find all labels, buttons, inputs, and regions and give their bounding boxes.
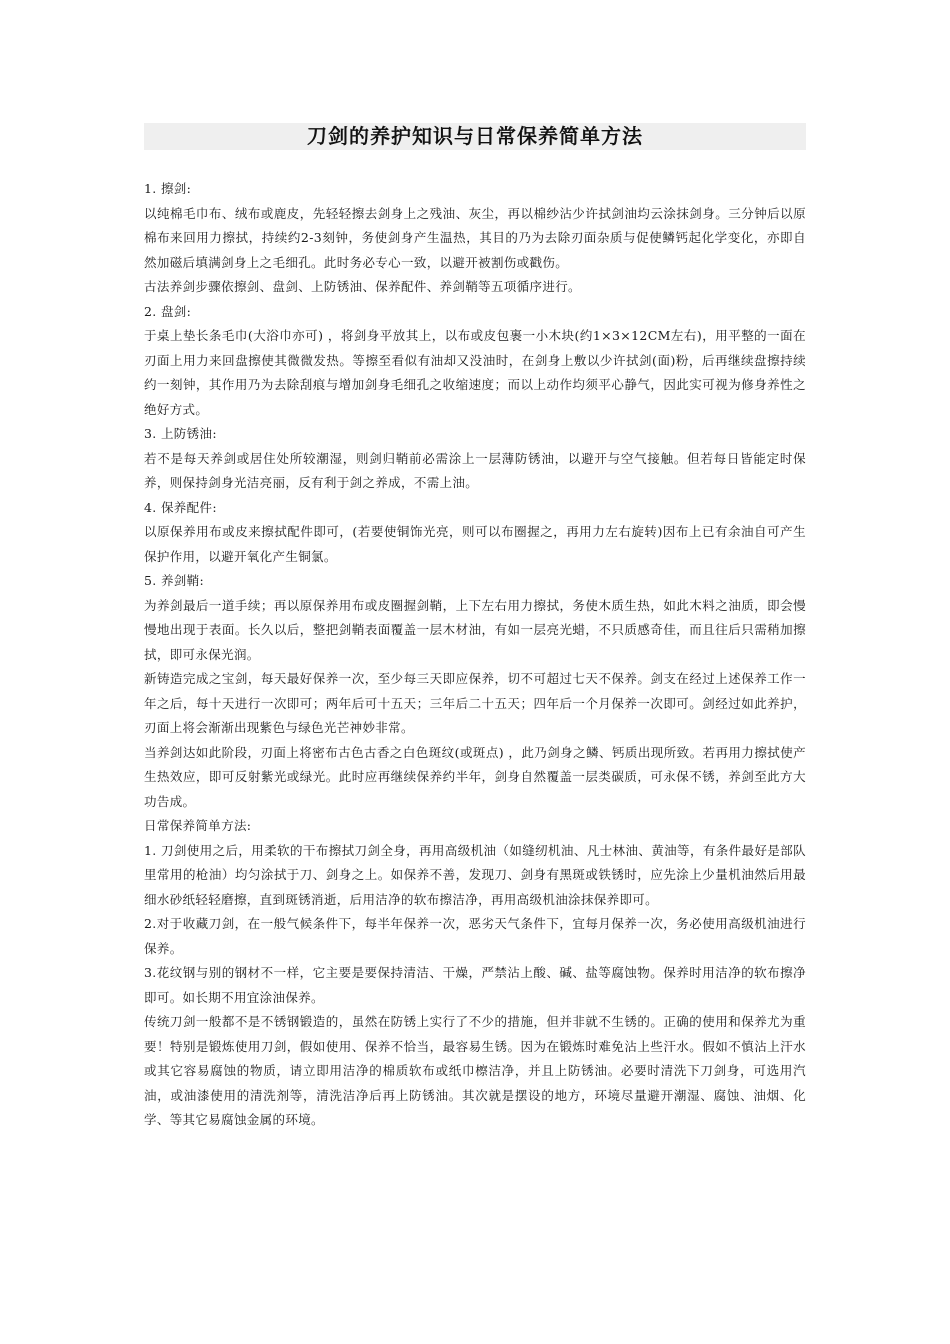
paragraph-ancient-method: 古法养剑步骤依擦剑、盘剑、上防锈油、保养配件、养剑鞘等五项循序进行。 bbox=[144, 279, 581, 294]
paragraph-rust-oil: 若不是每天养剑或居住处所较潮湿，则剑归鞘前必需涂上一层薄防锈油，以避开与空气接触。但若每日皆能定时保养，则保持剑身光洁亮丽，反有利于剑之养成，不需上油。 bbox=[144, 450, 806, 490]
document-title: 刀剑的养护知识与日常保养简单方法 bbox=[144, 123, 806, 150]
paragraph-final-stage: 当养剑达如此阶段，刃面上将密布古色古香之白色斑纹(或斑点) ，此乃剑身之鳞、钙质出现所致。若再用力擦拭使产生热效应，即可反射紫光或绿光。此时应再继续保养约半年，剑身自然覆盖一层类碳质，可永保不锈，养剑至此方大功告成。 bbox=[144, 744, 806, 809]
document-page bbox=[144, 123, 806, 1133]
paragraph-daily-care-2: 2.对于收藏刀剑，在一般气候条件下，每半年保养一次，恶劣天气条件下，宜每月保养一次，务必使用高级机油进行保养。 bbox=[144, 916, 806, 956]
paragraph-polishing: 于桌上垫长条毛巾(大浴巾亦可) ，将剑身平放其上，以布或皮包裹一小木块(约1×3×12CM左右)，用平整的一面在刃面上用力来回盘擦使其微微发热。等擦至看似有油却又没油时，在剑身上敷以少许拭剑(面)粉，后再继续盘擦持续约一刻钟，其作用乃为去除刮痕与增加剑身毛细孔之收缩速度；而以上动作均须平心静气，因此实可视为修身养性之绝好方式。 bbox=[144, 328, 806, 417]
paragraph-daily-care-3: 3.花纹钢与别的钢材不一样，它主要是要保持清洁、干燥，严禁沾上酸、碱、盐等腐蚀物。保养时用洁净的软布擦净即可。如长期不用宜涂油保养。 bbox=[144, 965, 806, 1005]
paragraph-fittings: 以原保养用布或皮来擦拭配件即可，(若要使铜饰光亮，则可以布圈握之，再用力左右旋转)因布上已有余油自可产生保护作用，以避开氧化产生铜氯。 bbox=[144, 524, 806, 564]
section-heading-fittings: 4. 保养配件: bbox=[144, 499, 217, 515]
paragraph-wiping: 以纯棉毛巾布、绒布或鹿皮，先轻轻擦去剑身上之残油、灰尘，再以棉纱沾少许拭剑油均云涂抹剑身。三分钟后以原棉布来回用力擦拭，持续约2-3刻钟，务使剑身产生温热，其目的乃为去除刃面杂质与促使鳞钙起化学变化，亦即自然加磁后填满剑身上之毛细孔。此时务必专心一致，以避开被割伤或戳伤。 bbox=[144, 205, 806, 270]
section-heading-daily-care: 日常保养简单方法: bbox=[144, 818, 252, 833]
paragraph-daily-care-1: 1. 刀剑使用之后，用柔软的干布擦拭刀剑全身，再用高级机油（如缝纫机油、凡士林油、黄油等，有条件最好是部队里常用的枪油）均匀涂拭于刀、剑身之上。如保养不善，发现刀、剑身有黑斑或铁锈时，应先涂上少量机油然后用最细水砂纸轻轻磨擦，直到斑锈消逝，后用洁净的软布擦洁净，再用高级机油涂抹保养即可。 bbox=[144, 842, 806, 907]
paragraph-traditional-swords: 传统刀剑一般都不是不锈钢锻造的，虽然在防锈上实行了不少的措施，但并非就不生锈的。正确的使用和保养尤为重要！特别是锻炼使用刀剑，假如使用、保养不恰当，最容易生锈。因为在锻炼时难免沾上些汗水。假如不慎沾上汗水或其它容易腐蚀的物质，请立即用洁净的棉质软布或纸巾檫洁净，并且上防锈油。必要时清洗下刀剑身，可选用汽油，或油漆使用的清洗剂等，清洗洁净后再上防锈油。其次就是摆设的地方，环境尽量避开潮湿、腐蚀、油烟、化学、等其它易腐蚀金属的环境。 bbox=[144, 1014, 806, 1127]
section-heading-polishing: 2. 盘剑: bbox=[144, 303, 192, 319]
document-body bbox=[144, 177, 806, 1133]
section-heading-wiping: 1. 擦剑: bbox=[144, 181, 192, 196]
section-heading-rust-oil: 3. 上防锈油: bbox=[144, 426, 217, 441]
section-heading-scabbard: 5. 养剑鞘: bbox=[144, 573, 205, 588]
paragraph-new-sword-schedule: 新铸造完成之宝剑，每天最好保养一次，至少每三天即应保养，切不可超过七天不保养。剑支在经过上述保养工作一年之后，每十天进行一次即可；两年后可十五天；三年后二十五天；四年后一个月保养一次即可。剑经过如此养护，刃面上将会渐渐出现紫色与绿色光芒神妙非常。 bbox=[144, 671, 806, 735]
paragraph-scabbard: 为养剑最后一道手续；再以原保养用布或皮圈握剑鞘，上下左右用力擦拭，务使木质生热，如此木料之油质，即会慢慢地出现于表面。长久以后，整把剑鞘表面覆盖一层木材油，有如一层亮光蜡，不只质感奇佳，而且往后只需稍加擦拭，即可永保光润。 bbox=[144, 597, 806, 662]
